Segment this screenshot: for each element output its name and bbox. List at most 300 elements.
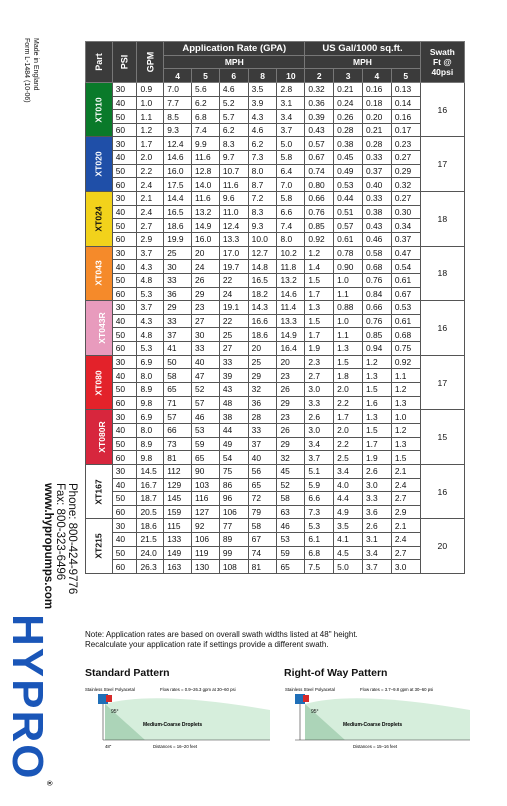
rate-cell: 7.0 bbox=[164, 82, 192, 96]
rate-cell: 1.5 bbox=[305, 314, 334, 328]
rate-cell: 17.0 bbox=[219, 246, 248, 260]
rate-cell: 75 bbox=[219, 464, 248, 478]
rate-cell: 14.8 bbox=[248, 260, 277, 274]
rate-cell: 0.75 bbox=[391, 342, 420, 356]
rate-cell: 2.6 bbox=[362, 464, 391, 478]
psi-cell: 40 bbox=[112, 533, 137, 547]
rate-cell: 5.0 bbox=[334, 560, 363, 574]
rate-cell: 2.2 bbox=[334, 396, 363, 410]
rate-cell: 0.58 bbox=[362, 246, 391, 260]
rate-cell: 32 bbox=[277, 451, 305, 465]
psi-cell: 60 bbox=[112, 287, 137, 301]
table-row bbox=[86, 546, 465, 560]
rate-cell: 12.8 bbox=[192, 164, 220, 178]
gpm-cell: 2.2 bbox=[137, 164, 164, 178]
gpm-cell: 5.3 bbox=[137, 342, 164, 356]
gpm-cell: 20.5 bbox=[137, 505, 164, 519]
rate-cell: 3.1 bbox=[362, 533, 391, 547]
form-info bbox=[22, 38, 40, 103]
gpm-cell: 5.3 bbox=[137, 287, 164, 301]
rate-cell: 0.24 bbox=[334, 96, 363, 110]
note-line: Recalculate your application rate if settings provide a different swath. bbox=[85, 640, 329, 649]
rate-cell: 0.68 bbox=[391, 328, 420, 342]
rate-cell: 0.27 bbox=[391, 151, 420, 165]
gpm-cell: 14.5 bbox=[137, 464, 164, 478]
rate-cell: 4.1 bbox=[334, 533, 363, 547]
speed-header: 5 bbox=[192, 69, 220, 83]
table-row bbox=[86, 273, 465, 287]
rate-cell: 1.5 bbox=[362, 423, 391, 437]
table-body bbox=[86, 82, 465, 573]
table-row bbox=[86, 123, 465, 137]
rate-cell: 86 bbox=[219, 478, 248, 492]
rate-cell: 59 bbox=[192, 437, 220, 451]
rate-cell: 39 bbox=[219, 369, 248, 383]
gpm-cell: 4.3 bbox=[137, 260, 164, 274]
psi-cell: 40 bbox=[112, 96, 137, 110]
rate-cell: 23 bbox=[192, 301, 220, 315]
rate-cell: 0.13 bbox=[391, 82, 420, 96]
rate-cell: 2.7 bbox=[391, 546, 420, 560]
rate-cell: 16.4 bbox=[277, 342, 305, 356]
rate-cell: 16.5 bbox=[164, 205, 192, 219]
psi-cell: 40 bbox=[112, 369, 137, 383]
rate-cell: 16.6 bbox=[248, 314, 277, 328]
rate-cell: 0.21 bbox=[362, 123, 391, 137]
gpm-cell: 8.9 bbox=[137, 383, 164, 397]
rate-cell: 10.7 bbox=[219, 164, 248, 178]
gpm-cell: 2.1 bbox=[137, 192, 164, 206]
gpm-cell: 2.4 bbox=[137, 205, 164, 219]
rate-cell: 0.66 bbox=[362, 301, 391, 315]
gpm-cell: 3.7 bbox=[137, 246, 164, 260]
rate-cell: 46 bbox=[192, 410, 220, 424]
rate-cell: 2.1 bbox=[391, 519, 420, 533]
table-row bbox=[86, 192, 465, 206]
rate-cell: 7.4 bbox=[277, 219, 305, 233]
rate-cell: 25 bbox=[248, 355, 277, 369]
rate-cell: 19.1 bbox=[219, 301, 248, 315]
rate-cell: 0.37 bbox=[391, 232, 420, 246]
part-number-cell: XT080R bbox=[86, 410, 113, 465]
rate-cell: 0.17 bbox=[391, 123, 420, 137]
rate-cell: 103 bbox=[192, 478, 220, 492]
rate-cell: 6.8 bbox=[305, 546, 334, 560]
rate-cell: 108 bbox=[219, 560, 248, 574]
rate-cell: 14.3 bbox=[248, 301, 277, 315]
rate-cell: 18.6 bbox=[164, 219, 192, 233]
rate-cell: 29 bbox=[192, 287, 220, 301]
rate-cell: 77 bbox=[219, 519, 248, 533]
rate-cell: 36 bbox=[248, 396, 277, 410]
gpm-cell: 21.5 bbox=[137, 533, 164, 547]
rate-cell: 3.7 bbox=[305, 451, 334, 465]
gpm-cell: 1.7 bbox=[137, 137, 164, 151]
rate-cell: 52 bbox=[192, 383, 220, 397]
rate-cell: 1.2 bbox=[391, 383, 420, 397]
rate-cell: 0.36 bbox=[305, 96, 334, 110]
rate-cell: 106 bbox=[192, 533, 220, 547]
gpm-cell: 2.7 bbox=[137, 219, 164, 233]
rate-cell: 32 bbox=[248, 383, 277, 397]
rate-cell: 89 bbox=[219, 533, 248, 547]
gpa-group-header: Application Rate (GPA) bbox=[164, 42, 305, 56]
rate-cell: 45 bbox=[277, 464, 305, 478]
gpm-cell: 9.8 bbox=[137, 396, 164, 410]
rate-cell: 1.2 bbox=[362, 355, 391, 369]
rate-cell: 1.9 bbox=[362, 451, 391, 465]
rate-cell: 20 bbox=[192, 246, 220, 260]
rate-cell: 3.3 bbox=[362, 492, 391, 506]
psi-cell: 30 bbox=[112, 246, 137, 260]
rate-cell: 0.47 bbox=[391, 246, 420, 260]
speed-header: 8 bbox=[248, 69, 277, 83]
rate-cell: 29 bbox=[277, 396, 305, 410]
height-label: 48" bbox=[105, 744, 112, 749]
rate-cell: 0.30 bbox=[391, 205, 420, 219]
gpm-cell: 8.9 bbox=[137, 437, 164, 451]
rate-cell: 0.84 bbox=[362, 287, 391, 301]
psi-cell: 40 bbox=[112, 314, 137, 328]
rate-cell: 30 bbox=[164, 260, 192, 274]
rate-cell: 2.3 bbox=[305, 355, 334, 369]
rate-cell: 99 bbox=[219, 546, 248, 560]
rate-cell: 0.23 bbox=[391, 137, 420, 151]
psi-cell: 50 bbox=[112, 383, 137, 397]
rate-cell: 53 bbox=[277, 533, 305, 547]
rate-cell: 2.0 bbox=[334, 423, 363, 437]
rate-cell: 33 bbox=[164, 314, 192, 328]
rate-cell: 6.2 bbox=[219, 123, 248, 137]
part-number-cell: XT010 bbox=[86, 82, 113, 137]
rate-cell: 16.0 bbox=[164, 164, 192, 178]
swath-cell: 16 bbox=[420, 301, 464, 356]
psi-header: PSI bbox=[112, 42, 137, 83]
rate-cell: 0.54 bbox=[391, 260, 420, 274]
rate-cell: 3.3 bbox=[305, 396, 334, 410]
rate-cell: 0.76 bbox=[305, 205, 334, 219]
rate-cell: 58 bbox=[248, 519, 277, 533]
rate-cell: 3.5 bbox=[248, 82, 277, 96]
table-row bbox=[86, 355, 465, 369]
rate-cell: 1.0 bbox=[334, 273, 363, 287]
rate-cell: 0.92 bbox=[305, 232, 334, 246]
application-rate-table bbox=[85, 41, 465, 574]
rate-cell: 3.4 bbox=[277, 110, 305, 124]
rate-cell: 9.3 bbox=[248, 219, 277, 233]
rate-cell: 58 bbox=[164, 369, 192, 383]
rate-cell: 0.32 bbox=[391, 178, 420, 192]
rate-cell: 46 bbox=[277, 519, 305, 533]
rate-cell: 9.6 bbox=[219, 192, 248, 206]
rate-cell: 3.4 bbox=[334, 464, 363, 478]
rate-cell: 17.5 bbox=[164, 178, 192, 192]
rate-cell: 1.7 bbox=[362, 437, 391, 451]
rate-cell: 8.5 bbox=[164, 110, 192, 124]
contact-block bbox=[42, 483, 78, 609]
psi-cell: 50 bbox=[112, 164, 137, 178]
rate-cell: 3.6 bbox=[362, 505, 391, 519]
table-row bbox=[86, 533, 465, 547]
table-row bbox=[86, 151, 465, 165]
logo-text: HYPRO bbox=[3, 614, 52, 781]
rate-cell: 0.49 bbox=[334, 164, 363, 178]
rate-cell: 18.6 bbox=[248, 328, 277, 342]
rate-cell: 1.7 bbox=[305, 287, 334, 301]
rate-cell: 127 bbox=[192, 505, 220, 519]
rate-cell: 2.6 bbox=[362, 519, 391, 533]
rate-cell: 5.6 bbox=[192, 82, 220, 96]
rate-cell: 9.7 bbox=[219, 151, 248, 165]
table-row bbox=[86, 342, 465, 356]
rate-cell: 9.9 bbox=[192, 137, 220, 151]
rate-cell: 1.5 bbox=[362, 383, 391, 397]
rate-cell: 1.1 bbox=[334, 287, 363, 301]
rate-cell: 0.44 bbox=[334, 192, 363, 206]
rate-cell: 0.40 bbox=[362, 178, 391, 192]
nozzle-tip-icon bbox=[106, 695, 112, 702]
rate-cell: 5.8 bbox=[277, 151, 305, 165]
gpm-cell: 2.9 bbox=[137, 232, 164, 246]
gpm-cell: 1.2 bbox=[137, 123, 164, 137]
rate-cell: 53 bbox=[192, 423, 220, 437]
rate-cell: 2.4 bbox=[391, 478, 420, 492]
part-number-cell: XT043R bbox=[86, 301, 113, 356]
psi-cell: 50 bbox=[112, 328, 137, 342]
swath-cell: 17 bbox=[420, 355, 464, 410]
rate-cell: 0.33 bbox=[362, 151, 391, 165]
psi-cell: 60 bbox=[112, 342, 137, 356]
rate-cell: 81 bbox=[248, 560, 277, 574]
rate-cell: 1.3 bbox=[362, 410, 391, 424]
gpm-cell: 0.9 bbox=[137, 82, 164, 96]
rate-cell: 38 bbox=[219, 410, 248, 424]
spray-angle-label: 95° bbox=[111, 709, 119, 715]
rate-cell: 49 bbox=[219, 437, 248, 451]
rate-cell: 72 bbox=[248, 492, 277, 506]
rate-cell: 0.33 bbox=[362, 192, 391, 206]
speed-header: 5 bbox=[391, 69, 420, 83]
psi-cell: 60 bbox=[112, 396, 137, 410]
rate-cell: 1.2 bbox=[391, 423, 420, 437]
rate-cell: 58 bbox=[277, 492, 305, 506]
rate-cell: 5.8 bbox=[277, 192, 305, 206]
table-row bbox=[86, 410, 465, 424]
rate-cell: 1.5 bbox=[391, 451, 420, 465]
rate-cell: 65 bbox=[192, 451, 220, 465]
rate-cell: 3.0 bbox=[391, 560, 420, 574]
gpm-cell: 4.8 bbox=[137, 273, 164, 287]
table-row bbox=[86, 205, 465, 219]
rate-cell: 7.3 bbox=[248, 151, 277, 165]
rate-cell: 4.5 bbox=[334, 546, 363, 560]
gpm-cell: 4.8 bbox=[137, 328, 164, 342]
rate-cell: 22 bbox=[219, 314, 248, 328]
speed-header: 6 bbox=[219, 69, 248, 83]
part-number-cell: XT020 bbox=[86, 137, 113, 192]
rate-cell: 29 bbox=[277, 437, 305, 451]
psi-cell: 50 bbox=[112, 219, 137, 233]
table-row bbox=[86, 137, 465, 151]
rate-cell: 0.32 bbox=[305, 82, 334, 96]
gpm-cell: 24.0 bbox=[137, 546, 164, 560]
rate-cell: 1.6 bbox=[362, 396, 391, 410]
rate-cell: 81 bbox=[164, 451, 192, 465]
rate-cell: 6.2 bbox=[192, 96, 220, 110]
rate-cell: 8.0 bbox=[277, 232, 305, 246]
rate-cell: 20 bbox=[248, 342, 277, 356]
speed-header: 4 bbox=[164, 69, 192, 83]
rate-cell: 0.51 bbox=[334, 205, 363, 219]
rate-cell: 12.4 bbox=[164, 137, 192, 151]
rate-cell: 0.94 bbox=[362, 342, 391, 356]
rate-cell: 0.74 bbox=[305, 164, 334, 178]
rate-cell: 1.5 bbox=[305, 273, 334, 287]
droplets-label: Medium-Coarse Droplets bbox=[343, 722, 403, 728]
rate-cell: 115 bbox=[164, 519, 192, 533]
rate-cell: 0.46 bbox=[362, 232, 391, 246]
rate-cell: 96 bbox=[219, 492, 248, 506]
right-of-way-pattern-title: Right-of Way Pattern bbox=[284, 667, 388, 679]
stainless-label: Stainless Steel bbox=[285, 687, 314, 692]
table-row bbox=[86, 219, 465, 233]
rate-cell: 14.6 bbox=[164, 151, 192, 165]
rate-cell: 1.3 bbox=[305, 301, 334, 315]
rate-cell: 19.7 bbox=[219, 260, 248, 274]
rate-cell: 0.39 bbox=[305, 110, 334, 124]
rate-cell: 11.6 bbox=[192, 151, 220, 165]
gpm-cell: 26.3 bbox=[137, 560, 164, 574]
rate-cell: 23 bbox=[277, 410, 305, 424]
rate-cell: 0.26 bbox=[334, 110, 363, 124]
rate-cell: 2.2 bbox=[334, 437, 363, 451]
table-row bbox=[86, 478, 465, 492]
table-row bbox=[86, 96, 465, 110]
rate-cell: 3.7 bbox=[277, 123, 305, 137]
rate-cell: 8.3 bbox=[248, 205, 277, 219]
rate-cell: 0.80 bbox=[305, 178, 334, 192]
rate-cell: 14.0 bbox=[192, 178, 220, 192]
rate-cell: 14.9 bbox=[277, 328, 305, 342]
rate-cell: 33 bbox=[248, 423, 277, 437]
rate-cell: 0.34 bbox=[391, 219, 420, 233]
rate-cell: 0.38 bbox=[334, 137, 363, 151]
rate-cell: 25 bbox=[219, 328, 248, 342]
gpm-cell: 6.9 bbox=[137, 410, 164, 424]
rate-cell: 65 bbox=[164, 383, 192, 397]
psi-cell: 30 bbox=[112, 464, 137, 478]
swath-cell: 16 bbox=[420, 82, 464, 137]
rate-cell: 92 bbox=[192, 519, 220, 533]
rate-cell: 11.8 bbox=[277, 260, 305, 274]
rate-cell: 90 bbox=[192, 464, 220, 478]
made-in-label: Made in England bbox=[32, 38, 39, 91]
psi-cell: 60 bbox=[112, 451, 137, 465]
table-row bbox=[86, 82, 465, 96]
rate-cell: 52 bbox=[277, 478, 305, 492]
standard-pattern-title: Standard Pattern bbox=[85, 667, 170, 679]
gpm-header: GPM bbox=[137, 42, 164, 83]
psi-cell: 30 bbox=[112, 410, 137, 424]
gpm-cell: 2.4 bbox=[137, 178, 164, 192]
rate-cell: 5.9 bbox=[305, 478, 334, 492]
registered-mark: ® bbox=[45, 780, 52, 788]
gpm-cell: 18.6 bbox=[137, 519, 164, 533]
rate-cell: 6.1 bbox=[305, 533, 334, 547]
swath-cell: 15 bbox=[420, 410, 464, 465]
nozzle-tip-icon bbox=[303, 695, 309, 702]
psi-cell: 30 bbox=[112, 137, 137, 151]
psi-cell: 40 bbox=[112, 151, 137, 165]
rate-cell: 0.67 bbox=[305, 151, 334, 165]
rate-cell: 24 bbox=[192, 260, 220, 274]
rate-cell: 0.61 bbox=[391, 273, 420, 287]
rate-cell: 0.61 bbox=[334, 232, 363, 246]
psi-cell: 50 bbox=[112, 110, 137, 124]
rate-cell: 1.9 bbox=[305, 342, 334, 356]
rate-cell: 3.0 bbox=[305, 423, 334, 437]
rate-cell: 2.4 bbox=[391, 533, 420, 547]
rate-cell: 3.9 bbox=[248, 96, 277, 110]
rate-cell: 0.37 bbox=[362, 164, 391, 178]
table-row bbox=[86, 423, 465, 437]
rate-cell: 44 bbox=[219, 423, 248, 437]
rate-cell: 2.5 bbox=[334, 451, 363, 465]
rate-cell: 0.76 bbox=[362, 314, 391, 328]
gpm-cell: 8.0 bbox=[137, 423, 164, 437]
distance-label: Distances = 15–16 feet bbox=[353, 744, 398, 749]
rate-cell: 12.7 bbox=[248, 246, 277, 260]
rate-cell: 2.8 bbox=[277, 82, 305, 96]
table-row bbox=[86, 178, 465, 192]
rate-cell: 9.3 bbox=[164, 123, 192, 137]
rate-cell: 0.85 bbox=[362, 328, 391, 342]
rate-cell: 16.0 bbox=[192, 232, 220, 246]
rate-cell: 2.9 bbox=[391, 505, 420, 519]
part-number-cell: XT167 bbox=[86, 464, 113, 519]
rate-cell: 48 bbox=[219, 396, 248, 410]
rate-cell: 0.76 bbox=[362, 273, 391, 287]
standard-pattern-diagram bbox=[85, 682, 275, 752]
rate-cell: 116 bbox=[192, 492, 220, 506]
part-number-cell: XT024 bbox=[86, 192, 113, 247]
rate-cell: 2.7 bbox=[305, 369, 334, 383]
gpm-cell: 16.7 bbox=[137, 478, 164, 492]
rate-cell: 1.3 bbox=[334, 342, 363, 356]
website-link[interactable]: www.hypropumps.com bbox=[42, 483, 54, 610]
swath-cell: 18 bbox=[420, 246, 464, 301]
table-row bbox=[86, 164, 465, 178]
table-row bbox=[86, 260, 465, 274]
rate-cell: 33 bbox=[219, 355, 248, 369]
psi-cell: 60 bbox=[112, 178, 137, 192]
polyacetal-label: Polyacetal bbox=[115, 687, 135, 692]
swath-cell: 17 bbox=[420, 137, 464, 192]
table-row bbox=[86, 451, 465, 465]
rate-cell: 7.7 bbox=[164, 96, 192, 110]
psi-cell: 60 bbox=[112, 123, 137, 137]
rate-cell: 1.1 bbox=[391, 369, 420, 383]
rate-cell: 73 bbox=[164, 437, 192, 451]
rate-cell: 27 bbox=[192, 314, 220, 328]
rate-cell: 13.2 bbox=[192, 205, 220, 219]
rate-cell: 5.1 bbox=[305, 464, 334, 478]
rate-cell: 65 bbox=[277, 560, 305, 574]
table-row bbox=[86, 110, 465, 124]
part-number-cell: XT043 bbox=[86, 246, 113, 301]
rate-cell: 0.20 bbox=[362, 110, 391, 124]
speed-header: 3 bbox=[334, 69, 363, 83]
